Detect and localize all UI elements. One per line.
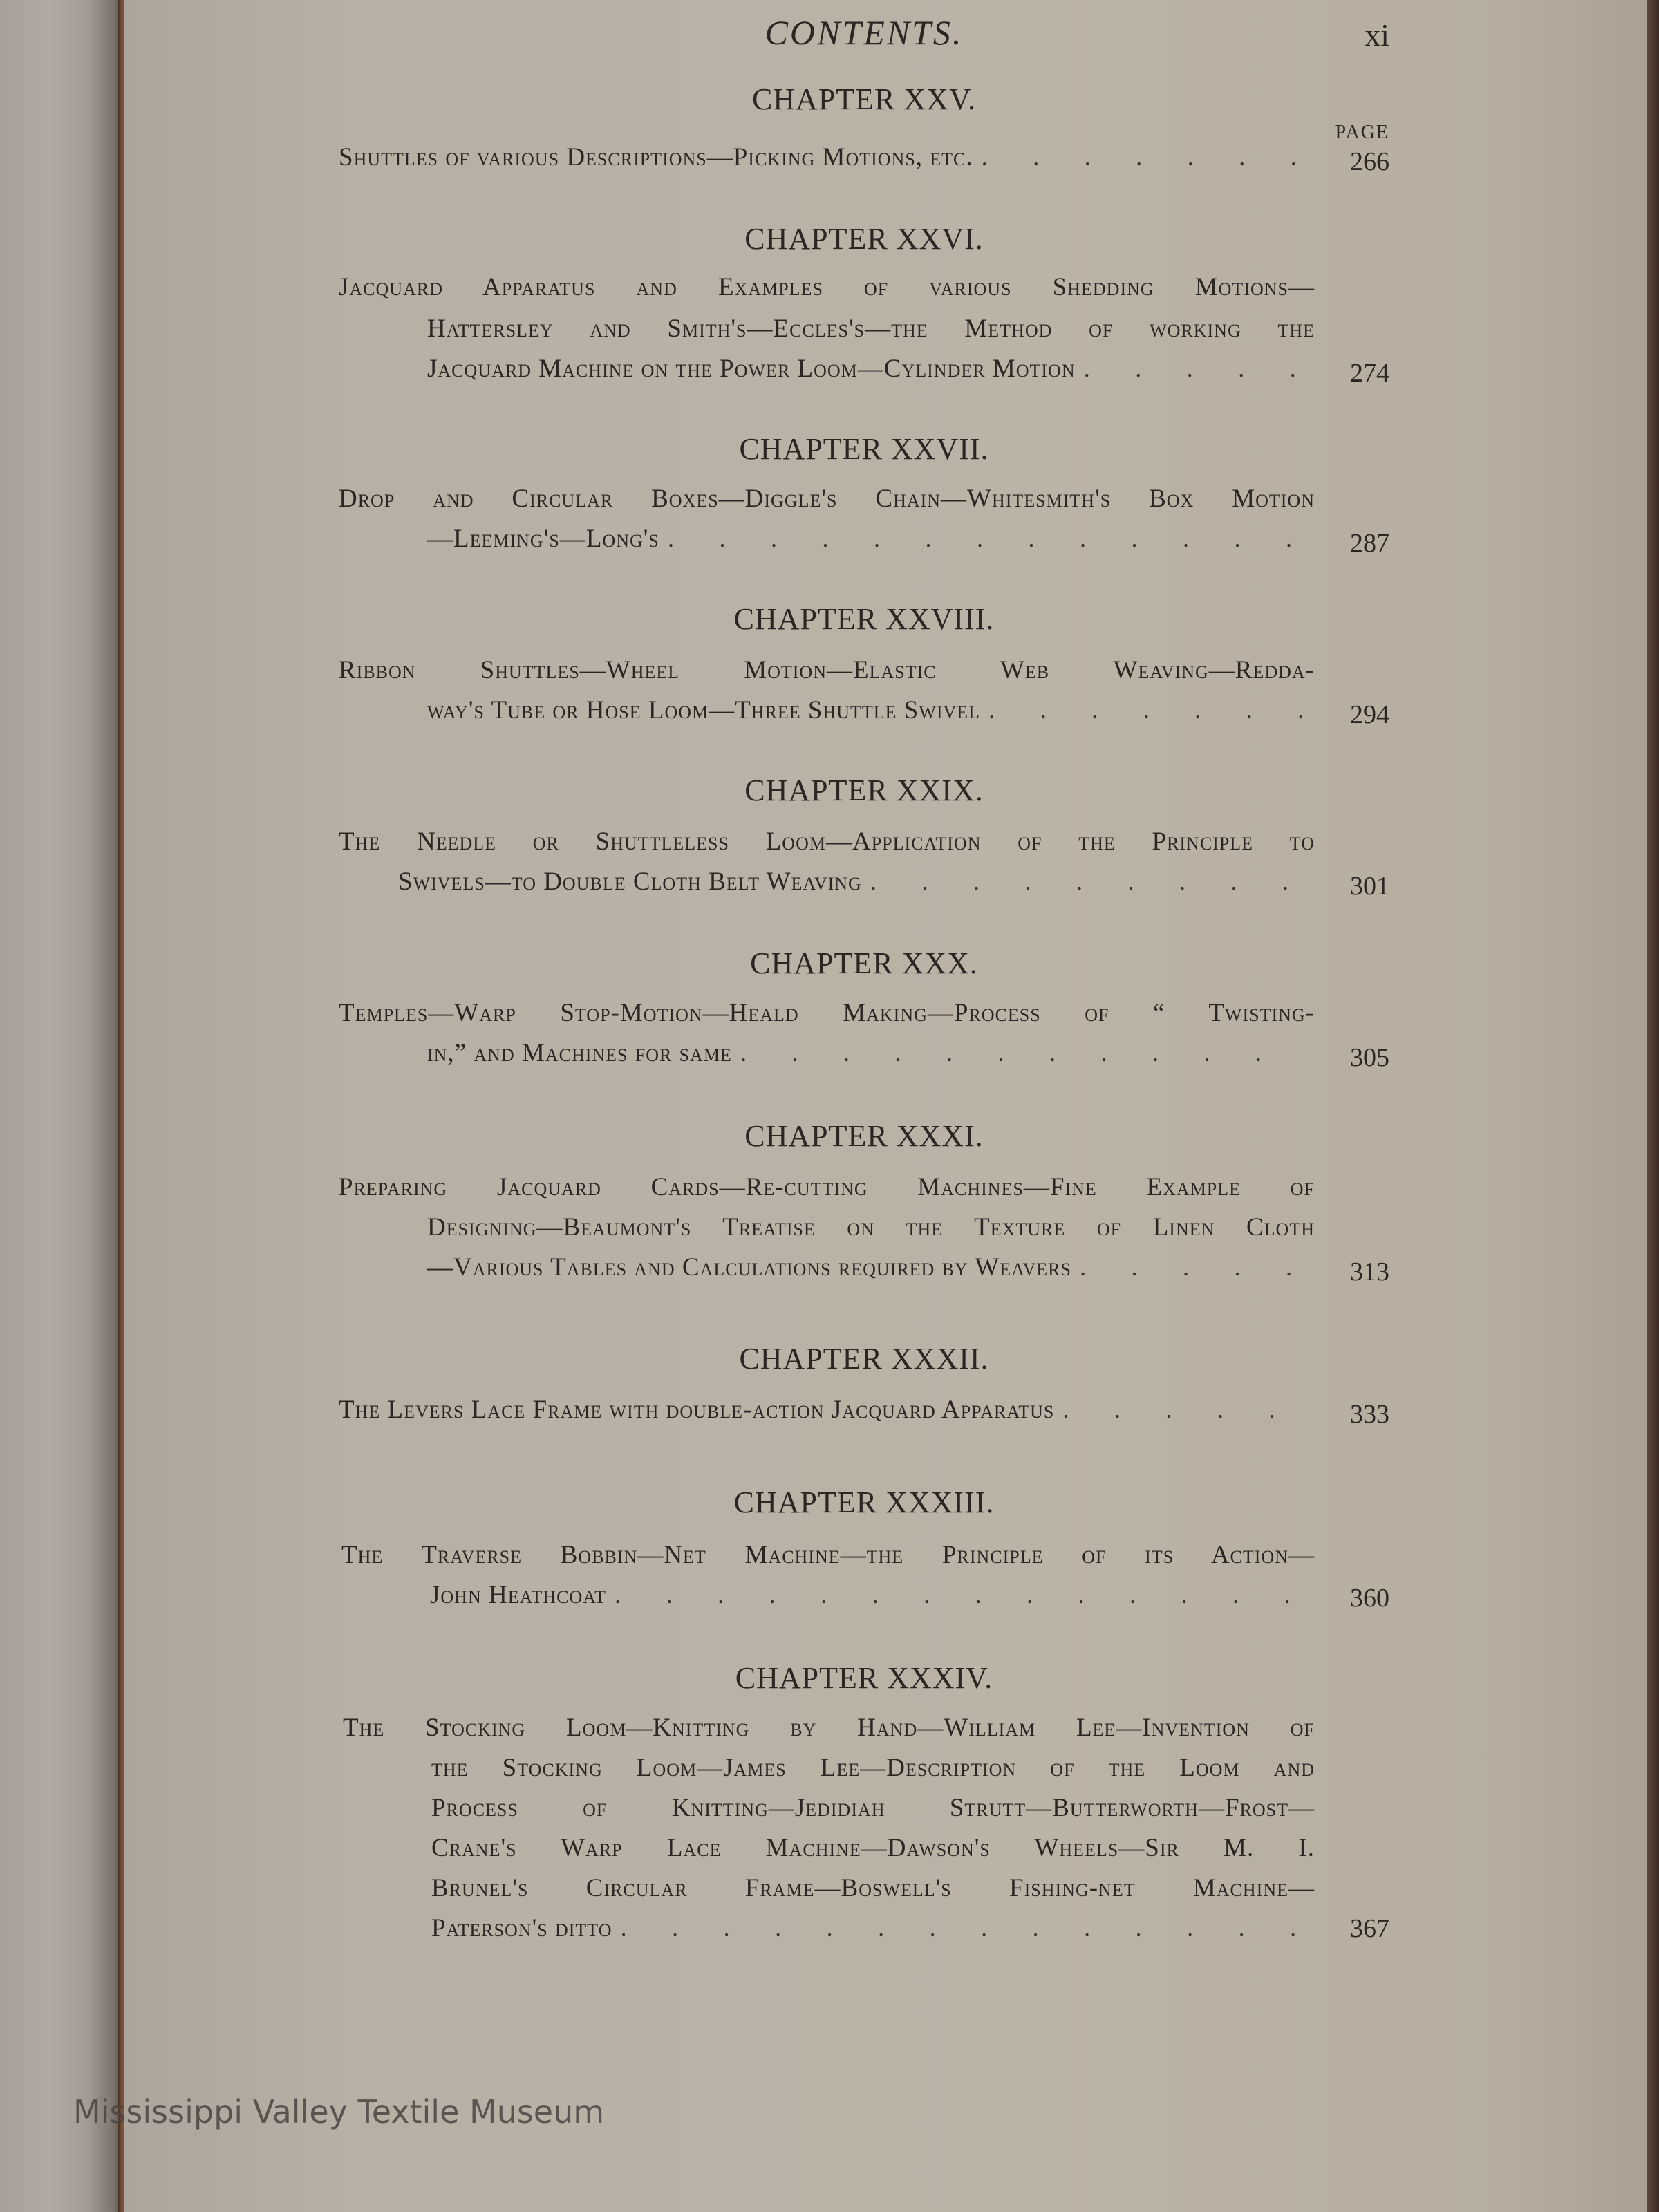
page-number: 301 (1350, 872, 1389, 901)
toc-entry-line (427, 1253, 1313, 1282)
toc-entry-line: Preparing Jacquard Cards—Re-cutting Machines—Fine Example of (339, 1173, 1315, 1201)
page-number: 266 (1350, 147, 1389, 176)
chapter-heading: CHAPTER XXX. (750, 946, 978, 980)
dot-leader (1084, 354, 1308, 384)
toc-entry-text: Jacquard Machine on the Power Loom—Cylinder Motion (427, 355, 1076, 383)
page-number: 287 (1350, 529, 1389, 558)
toc-entry-line: Temples—Warp Stop-Motion—Heald Making—Process of “ Twisting- (339, 999, 1315, 1027)
toc-entry-line (427, 354, 1313, 384)
toc-entry-line (339, 1395, 1313, 1425)
chapter-heading: CHAPTER XXXIV. (735, 1661, 993, 1695)
toc-entry-text: Paterson's ditto (431, 1914, 612, 1942)
toc-entry-line: Process of Knitting—Jedidiah Strutt—Butterworth—Frost— (431, 1794, 1315, 1822)
toc-entry-text: —Various Tables and Calculations required by Weavers (427, 1253, 1071, 1282)
toc-entry-line (430, 1580, 1313, 1610)
toc-entry-line (427, 695, 1313, 725)
page-number: 305 (1350, 1043, 1389, 1072)
toc-entry-line: Ribbon Shuttles—Wheel Motion—Elastic Web Weaving—Redda- (339, 656, 1315, 684)
chapter-heading: CHAPTER XXVII. (739, 432, 989, 466)
chapter-heading: CHAPTER XXXI. (744, 1119, 984, 1153)
toc-entry-text: Shuttles of various Descriptions—Picking Motions, etc. (339, 143, 973, 171)
book-gutter (118, 0, 124, 2212)
toc-entry-line (427, 524, 1313, 554)
page-number: 367 (1350, 1914, 1389, 1943)
toc-entry-text: Swivels—to Double Cloth Belt Weaving (398, 868, 862, 896)
toc-entry-line (339, 142, 1313, 172)
toc-entry-line: Drop and Circular Boxes—Diggle's Chain—Whitesmith's Box Motion (339, 485, 1315, 513)
dot-leader (740, 1038, 1308, 1068)
dot-leader (982, 142, 1308, 172)
page-number: 294 (1350, 700, 1389, 729)
chapter-heading: CHAPTER XXIX. (744, 774, 984, 807)
dot-leader (870, 867, 1308, 897)
dot-leader (1080, 1253, 1308, 1282)
dot-leader (620, 1913, 1308, 1943)
toc-entry-line: the Stocking Loom—James Lee—Description of the Loom and (431, 1754, 1315, 1782)
page-right-edge (1647, 0, 1659, 2212)
page-number: 313 (1350, 1257, 1389, 1286)
toc-entry-line: Jacquard Apparatus and Examples of various Shedding Motions— (339, 273, 1315, 301)
page-column-label: PAGE (1335, 122, 1389, 143)
chapter-heading: CHAPTER XXV. (751, 82, 977, 116)
page-number: 360 (1350, 1584, 1389, 1613)
chapter-heading: CHAPTER XXVIII. (733, 602, 995, 636)
chapter-heading: CHAPTER XXXII. (739, 1342, 989, 1376)
toc-entry-line: The Traverse Bobbin—Net Machine—the Principle of its Action— (341, 1541, 1315, 1569)
toc-entry-line (427, 1038, 1313, 1068)
chapter-heading: CHAPTER XXXIII. (733, 1485, 995, 1519)
toc-entry-line: Designing—Beaumont's Treatise on the Texture of Linen Cloth (427, 1213, 1315, 1241)
page-number: 333 (1350, 1400, 1389, 1429)
toc-entry-text: John Heathcoat (430, 1581, 607, 1609)
toc-entry-text: —Leeming's—Long's (427, 525, 659, 553)
chapter-heading: CHAPTER XXVI. (744, 222, 984, 256)
dot-leader (615, 1580, 1308, 1610)
toc-entry-line (431, 1913, 1313, 1943)
toc-entry-line: Hattersley and Smith's—Eccles's—the Method of working the (427, 315, 1315, 343)
facing-page-edge (0, 0, 123, 2212)
toc-entry-line: The Needle or Shuttleless Loom—Application of the Principle to (339, 827, 1315, 856)
dot-leader (1062, 1395, 1308, 1425)
page-folio: xi (1365, 17, 1389, 53)
toc-entry-line: Brunel's Circular Frame—Boswell's Fishing-net Machine— (431, 1874, 1315, 1902)
dot-leader (988, 695, 1308, 725)
running-head: CONTENTS. (765, 13, 964, 52)
toc-entry-line (398, 867, 1313, 897)
toc-entry-text: in,” and Machines for same (427, 1039, 732, 1067)
toc-entry-line: Crane's Warp Lace Machine—Dawson's Wheels—Sir M. I. (431, 1834, 1315, 1862)
dot-leader (668, 524, 1308, 554)
toc-entry-text: The Levers Lace Frame with double-action Jacquard Apparatus (339, 1396, 1055, 1424)
toc-entry-text: way's Tube or Hose Loom—Three Shuttle Swivel (427, 696, 981, 724)
museum-watermark: Mississippi Valley Textile Museum (73, 2093, 605, 2130)
page-number: 274 (1350, 359, 1389, 388)
toc-entry-line: The Stocking Loom—Knitting by Hand—William Lee—Invention of (343, 1714, 1315, 1742)
